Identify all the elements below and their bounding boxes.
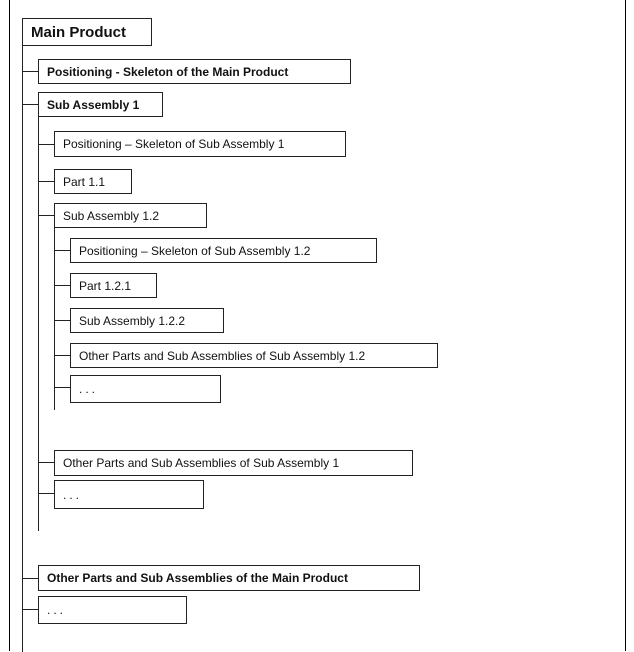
node-ellipsis-sub1: ... xyxy=(54,480,204,509)
node-sub-assembly-1-2-2: Sub Assembly 1.2.2 xyxy=(70,308,224,333)
node-positioning-sub1: Positioning – Skeleton of Sub Assembly 1 xyxy=(54,131,346,157)
connector xyxy=(38,462,54,463)
node-other-sub1-2: Other Parts and Sub Assemblies of Sub Assembly 1.2 xyxy=(70,343,438,368)
connector xyxy=(38,144,54,145)
node-positioning-sub1-2: Positioning – Skeleton of Sub Assembly 1.2 xyxy=(70,238,377,263)
connector xyxy=(38,493,54,494)
connector xyxy=(38,215,54,216)
connector xyxy=(22,578,38,579)
connector xyxy=(22,104,38,105)
connector xyxy=(38,181,54,182)
connector xyxy=(22,46,23,652)
connector xyxy=(38,117,39,531)
node-other-sub1: Other Parts and Sub Assemblies of Sub Assembly 1 xyxy=(54,450,413,476)
connector xyxy=(54,285,70,286)
node-part-1-1: Part 1.1 xyxy=(54,169,132,194)
node-positioning-main: Positioning - Skeleton of the Main Product xyxy=(38,59,351,84)
node-part-1-2-1: Part 1.2.1 xyxy=(70,273,157,298)
connector xyxy=(54,228,55,410)
node-other-main: Other Parts and Sub Assemblies of the Main Product xyxy=(38,565,420,591)
node-sub-assembly-1-2: Sub Assembly 1.2 xyxy=(54,203,207,228)
connector xyxy=(54,320,70,321)
connector xyxy=(54,387,70,388)
node-ellipsis-main: ... xyxy=(38,596,187,624)
node-main-product: Main Product xyxy=(22,18,152,46)
node-ellipsis-sub1-2: ... xyxy=(70,375,221,403)
connector xyxy=(54,355,70,356)
connector xyxy=(22,609,38,610)
connector xyxy=(22,71,38,72)
node-sub-assembly-1: Sub Assembly 1 xyxy=(38,92,163,117)
connector xyxy=(54,250,70,251)
